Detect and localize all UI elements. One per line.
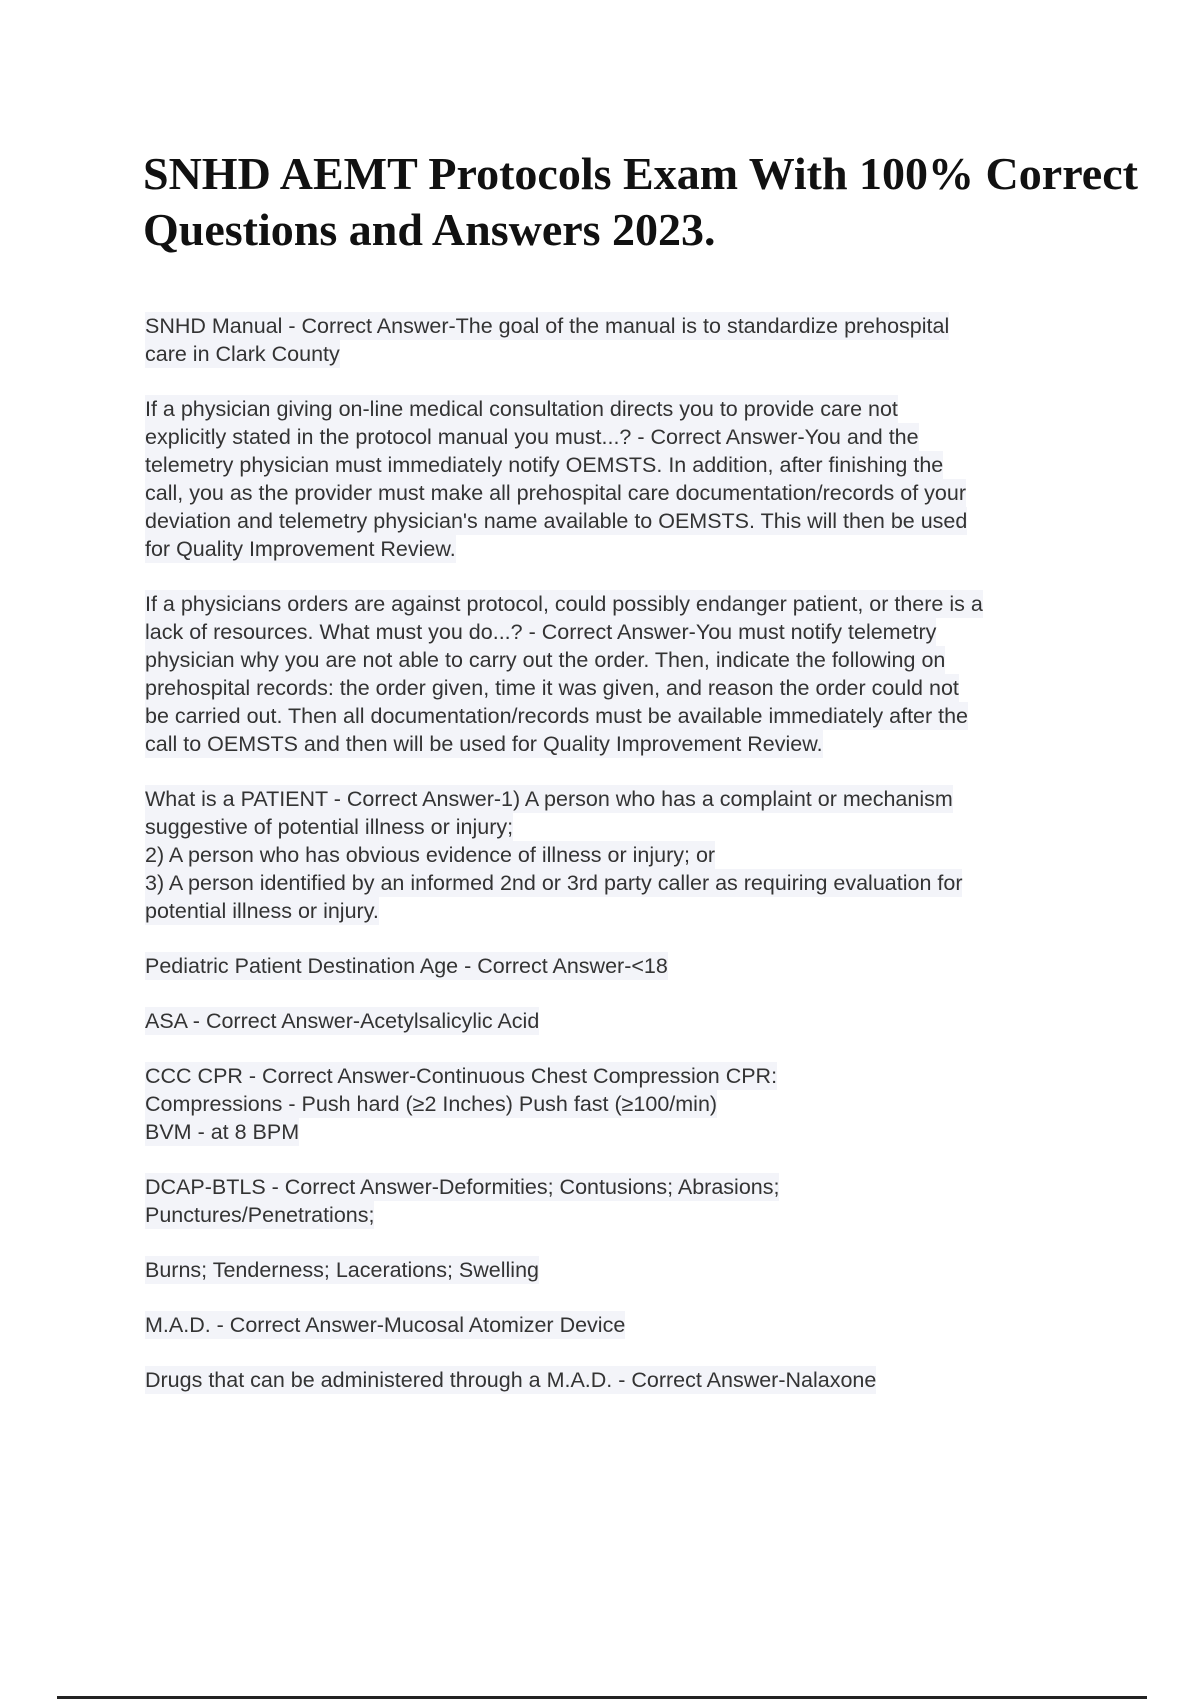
- qa-line: for Quality Improvement Review.: [145, 537, 456, 561]
- qa-line: What is a PATIENT - Correct Answer-1) A person who has a complaint or mechanism: [145, 787, 953, 811]
- qa-entry-pediatric-age: [145, 952, 1105, 980]
- qa-line: deviation and telemetry physician's name available to OEMSTS. This will then be used: [145, 509, 968, 533]
- qa-line: DCAP-BTLS - Correct Answer-Deformities; Contusions; Abrasions;: [145, 1175, 780, 1199]
- qa-line: CCC CPR - Correct Answer-Continuous Chest Compression CPR:: [145, 1064, 778, 1088]
- qa-line: M.A.D. - Correct Answer-Mucosal Atomizer Device: [145, 1313, 626, 1337]
- title-line-2: Questions and Answers 2023.: [143, 204, 716, 255]
- qa-line: BVM - at 8 BPM: [145, 1120, 300, 1144]
- qa-line: potential illness or injury.: [145, 899, 379, 923]
- qa-entry-ccc-cpr: [145, 1062, 1105, 1146]
- qa-entry-asa: [145, 1007, 1105, 1035]
- qa-line: ASA - Correct Answer-Acetylsalicylic Acid: [145, 1009, 540, 1033]
- qa-line: 3) A person identified by an informed 2nd or 3rd party caller as requiring evaluation for: [145, 871, 963, 895]
- title-line-1: SNHD AEMT Protocols Exam With 100% Correct: [143, 148, 1138, 199]
- qa-line: prehospital records: the order given, time it was given, and reason the order could not: [145, 676, 959, 700]
- qa-entry-mad-drugs: [145, 1366, 1105, 1394]
- qa-list: [145, 312, 1105, 1421]
- qa-entry-btls-continued: [145, 1256, 1105, 1284]
- qa-entry-orders-against-protocol: [145, 590, 1105, 758]
- qa-line: call to OEMSTS and then will be used for Quality Improvement Review.: [145, 732, 823, 756]
- qa-line: call, you as the provider must make all prehospital care documentation/records of your: [145, 481, 966, 505]
- qa-line: telemetry physician must immediately notify OEMSTS. In addition, after finishing the: [145, 453, 944, 477]
- qa-line: physician why you are not able to carry out the order. Then, indicate the following on: [145, 648, 946, 672]
- qa-line: SNHD Manual - Correct Answer-The goal of the manual is to standardize prehospital: [145, 314, 950, 338]
- qa-line: care in Clark County: [145, 342, 340, 366]
- footer-divider: [57, 1696, 1147, 1699]
- qa-line: 2) A person who has obvious evidence of illness or injury; or: [145, 843, 716, 867]
- qa-line: If a physician giving on-line medical consultation directs you to provide care not: [145, 397, 898, 421]
- qa-line: Burns; Tenderness; Lacerations; Swelling: [145, 1258, 539, 1282]
- qa-line: Pediatric Patient Destination Age - Correct Answer-<18: [145, 954, 668, 978]
- qa-line: explicitly stated in the protocol manual you must...? - Correct Answer-You and the: [145, 425, 919, 449]
- qa-entry-mad: [145, 1311, 1105, 1339]
- qa-entry-online-consultation: [145, 395, 1105, 563]
- qa-line: If a physicians orders are against protocol, could possibly endanger patient, or there is a: [145, 592, 983, 616]
- qa-line: suggestive of potential illness or injury;: [145, 815, 514, 839]
- qa-line: be carried out. Then all documentation/records must be available immediately after the: [145, 704, 969, 728]
- document-title: [143, 146, 1200, 258]
- qa-line: Punctures/Penetrations;: [145, 1203, 375, 1227]
- qa-line: lack of resources. What must you do...? - Correct Answer-You must notify telemetry: [145, 620, 937, 644]
- qa-line: Drugs that can be administered through a M.A.D. - Correct Answer-Nalaxone: [145, 1368, 877, 1392]
- qa-line: Compressions - Push hard (≥2 Inches) Push fast (≥100/min): [145, 1092, 718, 1116]
- qa-entry-dcap-btls: [145, 1173, 1105, 1229]
- qa-entry-patient-definition: [145, 785, 1105, 925]
- qa-entry-snhd-manual: [145, 312, 1105, 368]
